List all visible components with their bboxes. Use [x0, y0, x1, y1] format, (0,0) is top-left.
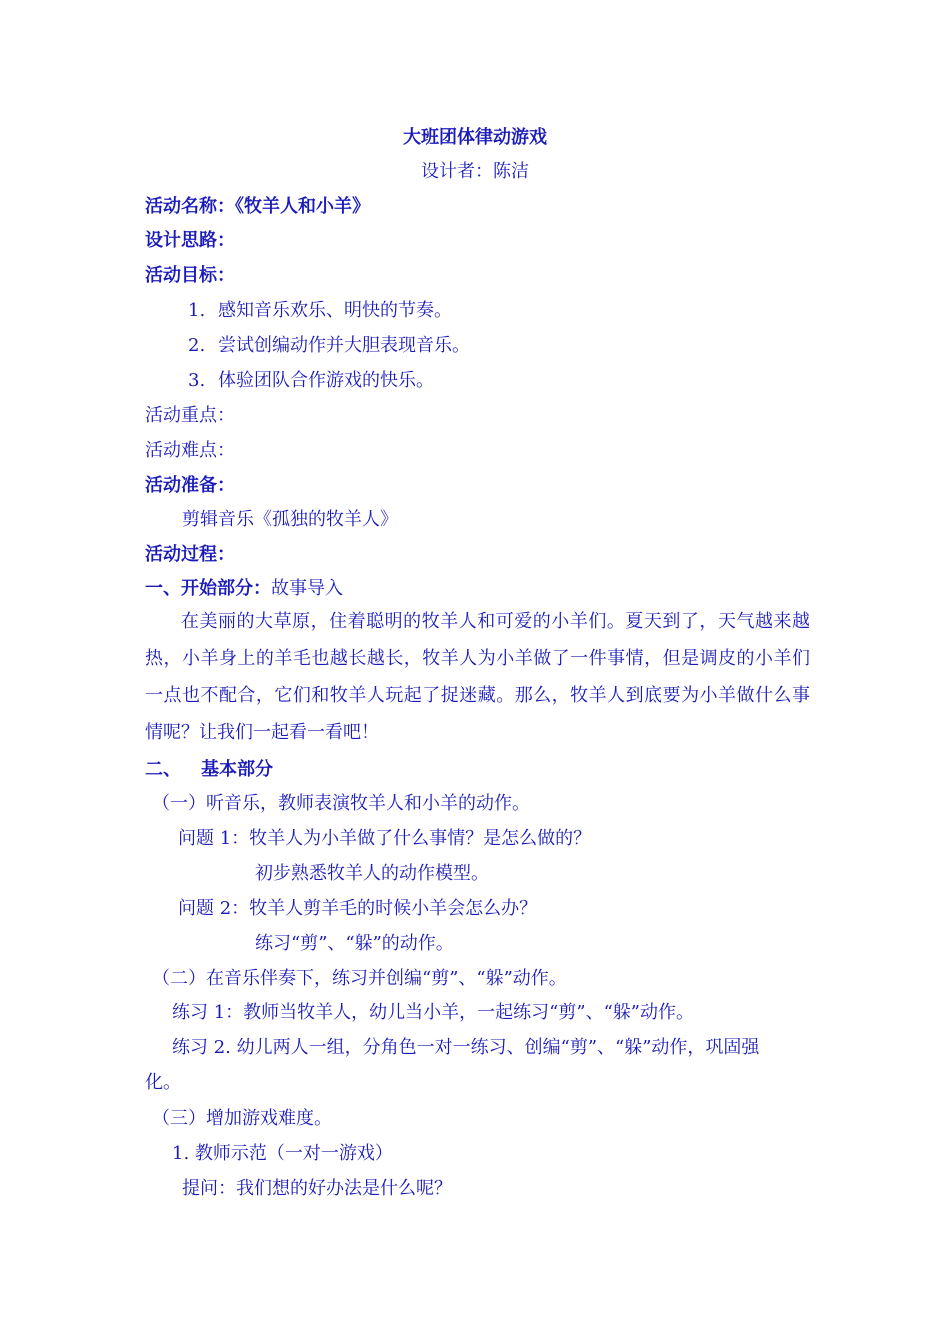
goal-number: 1.	[188, 300, 206, 321]
design-idea-heading: 设计思路：	[145, 230, 235, 251]
question-two-note: 练习“剪”、“躲”的动作。	[255, 933, 454, 954]
ask-question: 提问：我们想的好办法是什么呢？	[182, 1178, 452, 1199]
goal-text: 尝试创编动作并大胆表现音乐。	[218, 335, 470, 356]
part2-number: 二、	[145, 759, 181, 780]
part1-subtitle: 故事导入	[271, 578, 343, 599]
prep-item: 剪辑音乐《孤独的牧羊人》	[182, 509, 398, 530]
story-paragraph: 在美丽的大草原，住着聪明的牧羊人和可爱的小羊们。夏天到了，天气越来越热，小羊身上的羊毛也越长越长，牧羊人为小羊做了一件事情，但是调皮的小羊们一点也不配合，它们和牧羊人玩起了捉迷藏。那么，牧羊人到底要为小羊做什么事情呢？让我们一起看一看吧！	[145, 611, 810, 743]
goal-number: 3.	[188, 370, 206, 391]
part1-heading	[145, 577, 343, 601]
designer-line: 设计者：陈洁	[421, 161, 529, 182]
question-one: 问题 1：牧羊人为小羊做了什么事情？是怎么做的？	[178, 828, 592, 849]
question-one-note: 初步熟悉牧羊人的动作模型。	[255, 863, 489, 884]
section-three: （三）增加游戏难度。	[152, 1108, 332, 1129]
goal-text: 体验团队合作游戏的快乐。	[218, 370, 434, 391]
doc-title: 大班团体律动游戏	[403, 127, 547, 148]
activity-name: 活动名称：《牧羊人和小羊》	[145, 196, 370, 217]
section-two: （二）在音乐伴奏下，练习并创编“剪”、“躲”动作。	[152, 968, 567, 989]
part1-label: 一、开始部分：	[145, 578, 271, 599]
part2-label: 基本部分	[201, 759, 273, 780]
teacher-demo: 1. 教师示范（一对一游戏）	[172, 1143, 393, 1164]
question-two: 问题 2：牧羊人剪羊毛的时候小羊会怎么办？	[178, 898, 538, 919]
goals-heading: 活动目标：	[145, 265, 235, 286]
goal-number: 2.	[188, 335, 206, 356]
key-point-heading: 活动重点：	[145, 405, 235, 426]
process-heading: 活动过程：	[145, 544, 235, 565]
exercise-one: 练习 1：教师当牧羊人，幼儿当小羊，一起练习“剪”、“躲”动作。	[172, 1002, 694, 1023]
goal-text: 感知音乐欢乐、明快的节奏。	[218, 300, 452, 321]
exercise-two-line2: 化。	[145, 1072, 181, 1093]
exercise-two-line1: 练习 2. 幼儿两人一组，分角色一对一练习、创编“剪”、“躲”动作，巩固强	[172, 1037, 760, 1058]
difficulty-heading: 活动难点：	[145, 440, 235, 461]
prep-heading: 活动准备：	[145, 475, 235, 496]
section-one: （一）听音乐，教师表演牧羊人和小羊的动作。	[152, 793, 530, 814]
